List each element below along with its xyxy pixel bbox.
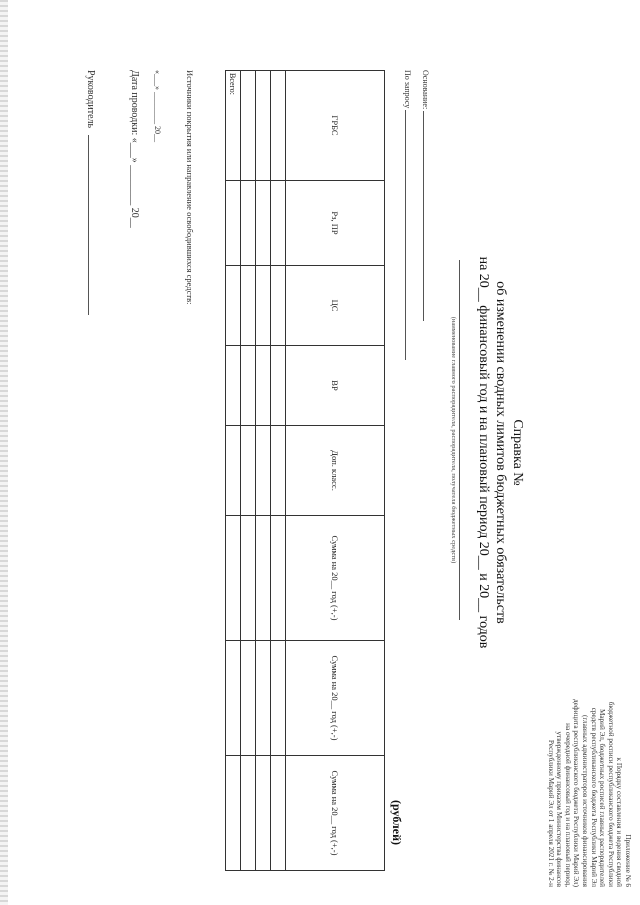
table-cell (256, 756, 271, 871)
header-sum-year-2: Сумма на 20__ год (+,-) (286, 641, 385, 756)
table-cell (256, 181, 271, 266)
header-sum-year-3: Сумма на 20__ год (+,-) (286, 756, 385, 871)
request-underline (405, 110, 414, 360)
header-sum-year-1: Сумма на 20__ год (+,-) (286, 516, 385, 641)
attachment-line: Марий Эл, бюджетных росписей главных распорядителей (598, 708, 607, 887)
table-cell (256, 71, 271, 181)
table-cell (241, 756, 256, 871)
table-cell (241, 516, 256, 641)
basis-label: Основание: (421, 70, 430, 110)
table-cell (241, 181, 256, 266)
attachment-line: к Порядку составления и ведения сводной (615, 757, 624, 887)
table-cell (256, 266, 271, 346)
header-rz-pr: Рз, ПР (286, 181, 385, 266)
title-line-3: на 20__ финансовый год и на плановый период 20__ и 20__ годов (476, 256, 491, 649)
table-cell (241, 346, 256, 426)
table-cell (256, 516, 271, 641)
table-cell (271, 516, 286, 641)
table-total-row (226, 71, 241, 871)
table-cell (226, 346, 241, 426)
table-cell (226, 181, 241, 266)
table-cell (226, 516, 241, 641)
table-cell (241, 266, 256, 346)
attachment-line: утвержденному приказом Министерства финансов (555, 731, 564, 887)
total-label: Всего: (226, 71, 241, 181)
table-cell (256, 346, 271, 426)
basis-row (421, 70, 432, 321)
title-line-1: Справка № (510, 419, 525, 486)
table-cell (271, 641, 286, 756)
attachment-note (546, 657, 632, 887)
basis-underline (423, 111, 432, 321)
table-cell (226, 266, 241, 346)
table-cell (271, 266, 286, 346)
request-label: По запросу (403, 70, 412, 109)
table-cell (226, 426, 241, 516)
request-row (403, 70, 414, 360)
org-caption: (наименование главного распорядителя, распорядителя, получателя бюджетных средств) (450, 316, 457, 564)
table-cell (271, 346, 286, 426)
limits-table (225, 70, 385, 871)
header-grbs: ГРБС (286, 71, 385, 181)
header-cs: ЦС (286, 266, 385, 346)
table-cell (271, 71, 286, 181)
attachment-line: Республики Марий Эл от 1 апреля 2021 г. № 2-н (546, 739, 555, 887)
table-cell (241, 71, 256, 181)
head-label: Руководитель (85, 70, 96, 129)
table-cell (241, 641, 256, 756)
header-vr: ВР (286, 346, 385, 426)
attachment-line: средств республиканского бюджета Республики Марий Эл (589, 707, 598, 887)
attachment-line: на очередной финансовый год и на плановый период, (563, 723, 572, 887)
table-cell (271, 426, 286, 516)
date-line: «___» ________ 20__ (153, 70, 162, 142)
table-cell (226, 641, 241, 756)
head-signature-line (88, 135, 97, 315)
table-row (271, 71, 286, 871)
attachment-line: Приложение № 6 (624, 834, 632, 887)
posting-date: Дата проводки: «___» ________ 20__ (129, 70, 140, 228)
table-header-row (286, 71, 385, 871)
attachment-line: дефицита республиканского бюджета Республики Марий Эл) (572, 699, 581, 887)
table-cell (271, 181, 286, 266)
table-cell (256, 641, 271, 756)
table-row (256, 71, 271, 871)
sources-label: Источники покрытия или направление освободившихся средств: (185, 70, 195, 305)
org-name-line (459, 260, 460, 620)
table-row (241, 71, 256, 871)
table-cell (226, 756, 241, 871)
attachment-line: (главных администраторов источников финансирования (581, 715, 590, 887)
currency-label: (рублей) (390, 800, 404, 846)
header-dop-class: Доп. класс. (286, 426, 385, 516)
table-cell (256, 426, 271, 516)
table-cell (241, 426, 256, 516)
title-line-2: об изменении сводных лимитов бюджетных обязательств (493, 281, 508, 624)
table-cell (271, 756, 286, 871)
attachment-line: бюджетной росписи республиканского бюджета Республики (606, 701, 615, 887)
head-row (85, 70, 97, 315)
